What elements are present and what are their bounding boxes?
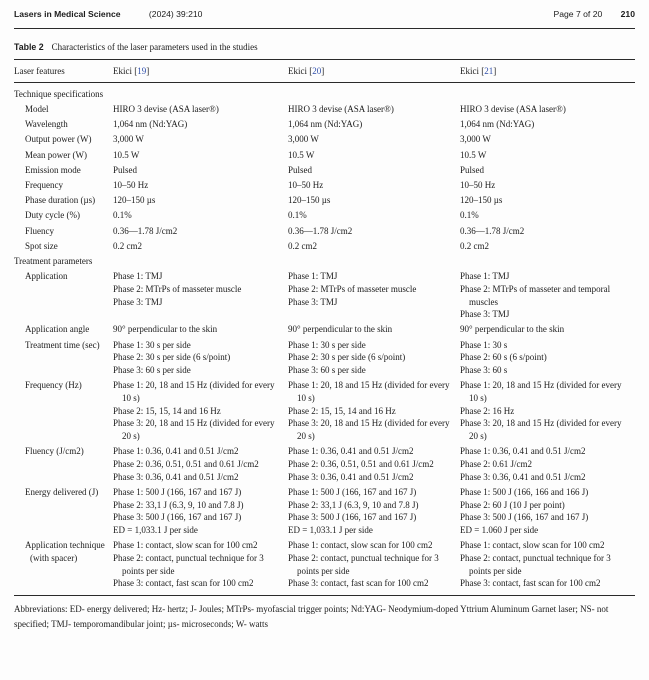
table-row xyxy=(14,209,635,222)
table-cell xyxy=(113,209,288,222)
table-cell xyxy=(460,270,635,321)
cell-line: Phase 1: 20, 18 and 15 Hz (divided for every 10 s) xyxy=(288,380,450,403)
cell-line: Phase 2: 33,1 J (6.3, 9, 10 and 7.8 J) xyxy=(288,499,419,510)
table-cell xyxy=(460,225,635,238)
cell-line: 0.2 cm2 xyxy=(288,240,317,251)
row-label: Application technique (with spacer) xyxy=(25,540,105,563)
cell-line: 90° perpendicular to the skin xyxy=(288,324,393,335)
cell-line: Phase 2: 60 s (6 s/point) xyxy=(460,352,547,363)
page-info: Page 7 of 20 xyxy=(553,9,603,19)
section-title: Technique specifications xyxy=(14,88,104,99)
table-cell xyxy=(113,486,288,537)
table-cell xyxy=(113,339,288,377)
cell-line: 1,064 nm (Nd:YAG) xyxy=(113,119,188,130)
column-header-laser-features: Laser features xyxy=(14,66,65,76)
cell-line: 10–50 Hz xyxy=(460,179,496,190)
table-cell xyxy=(113,133,288,146)
cell-line: 120–150 µs xyxy=(288,195,331,206)
cell-line: Phase 3: 20, 18 and 15 Hz (divided for every 20 s) xyxy=(460,418,622,442)
cell-line: Phase 2: MTrPs of masseter and temporal muscles xyxy=(460,283,611,307)
table-cell xyxy=(113,240,288,253)
column-header-study: Ekici [20] xyxy=(288,66,325,76)
cell-line: Phase 2: 30 s per side (6 s/point) xyxy=(288,352,406,363)
table-cell xyxy=(460,149,635,162)
cell-line: Phase 3: 60 s per side xyxy=(113,365,191,376)
cell-line: Phase 1: 0.36, 0.41 and 0.51 J/cm2 xyxy=(113,446,239,457)
column-header-study: Ekici [21] xyxy=(460,66,497,76)
table-cell xyxy=(460,240,635,253)
cell-line: Phase 2: 0.36, 0.51, 0.51 and 0.61 J/cm2 xyxy=(288,458,434,469)
table-cell xyxy=(288,225,460,238)
cell-line: Phase 1: 500 J (166, 167 and 167 J) xyxy=(113,486,242,497)
row-label: Fluency xyxy=(25,225,54,236)
page-number: 210 xyxy=(620,9,635,19)
cell-line: Phase 3: 500 J (166, 167 and 167 J) xyxy=(113,512,242,523)
table-cell xyxy=(460,133,635,146)
cell-line: ED = 1,033.1 J per side xyxy=(113,525,198,535)
cell-line: Phase 2: 60 J (10 J per point) xyxy=(460,499,565,510)
cell-line: 1,064 nm (Nd:YAG) xyxy=(460,119,535,130)
table-row xyxy=(14,103,635,116)
cell-line: Phase 1: contact, slow scan for 100 cm2 xyxy=(113,540,258,551)
cell-line: Phase 1: 20, 18 and 15 Hz (divided for every 10 s) xyxy=(113,380,275,403)
table-cell xyxy=(288,133,460,146)
table-footnote: Abbreviations: ED- energy delivered; Hz- hertz; J- Joules; MTrPs- myofascial trigger points; Nd:YAG- Neodymium-doped Yttrium Aluminum Garnet laser; NS- not specified; TMJ- temporomandibular joint; µs- microseconds; W- watts xyxy=(14,603,609,629)
table-cell xyxy=(460,179,635,192)
table-cell xyxy=(113,179,288,192)
cell-line: Phase 1: 30 s per side xyxy=(288,339,366,350)
cell-line: Phase 2: 15, 15, 14 and 16 Hz xyxy=(288,405,396,416)
row-label: Application xyxy=(25,271,68,282)
table-cell xyxy=(113,194,288,207)
cell-line: Phase 3: 500 J (166, 167 and 167 J) xyxy=(460,512,589,523)
cell-line: 10–50 Hz xyxy=(288,179,324,190)
cell-line: Phase 2: contact, punctual technique for 3 points per side xyxy=(288,552,439,576)
cell-line: Phase 1: 30 s per side xyxy=(113,339,191,350)
row-label: Phase duration (µs) xyxy=(25,195,96,206)
table-cell xyxy=(460,539,635,590)
table-header-row xyxy=(14,60,635,82)
citation-ref[interactable]: 19 xyxy=(137,66,147,76)
table-cell xyxy=(288,323,460,336)
table-cell xyxy=(460,103,635,116)
cell-line: Phase 2: contact, punctual technique for 3 points per side xyxy=(460,552,611,576)
running-head xyxy=(14,8,635,21)
table-cell xyxy=(113,225,288,238)
table-cell xyxy=(288,209,460,222)
table-cell xyxy=(288,379,460,443)
cell-line: Phase 3: TMJ xyxy=(288,296,338,307)
row-label: Energy delivered (J) xyxy=(25,486,99,497)
cell-line: Phase 2: 33,1 J (6.3, 9, 10 and 7.8 J) xyxy=(113,499,244,510)
cell-line: Phase 3: contact, fast scan for 100 cm2 xyxy=(113,578,254,589)
table-cell xyxy=(288,339,460,377)
row-label: Treatment time (sec) xyxy=(25,339,100,350)
table-cell xyxy=(288,118,460,131)
cell-line: Phase 3: 500 J (166, 167 and 167 J) xyxy=(288,512,417,523)
table-cell xyxy=(288,194,460,207)
table-row xyxy=(14,118,635,131)
table-cell xyxy=(288,486,460,537)
cell-line: Phase 1: TMJ xyxy=(288,271,338,282)
cell-line: Phase 2: 30 s per side (6 s/point) xyxy=(113,352,231,363)
cell-line: 120–150 µs xyxy=(113,195,156,206)
table-row xyxy=(14,179,635,192)
cell-line: 0.1% xyxy=(113,210,132,221)
cell-line: 90° perpendicular to the skin xyxy=(460,324,565,335)
table-row xyxy=(14,323,635,336)
journal-name: Lasers in Medical Science xyxy=(14,9,121,19)
row-label: Model xyxy=(25,103,49,114)
table-caption-label: Table 2 xyxy=(14,42,44,52)
cell-line: Phase 3: TMJ xyxy=(460,309,510,320)
cell-line: Phase 2: MTrPs of masseter muscle xyxy=(113,283,242,294)
cell-line: 0.2 cm2 xyxy=(460,240,489,251)
cell-line: ED = 1.060 J per side xyxy=(460,525,539,535)
cell-line: 0.1% xyxy=(288,210,307,221)
cell-line: Phase 3: 0.36, 0.41 and 0.51 J/cm2 xyxy=(460,471,586,482)
cell-line: Phase 3: 20, 18 and 15 Hz (divided for every 20 s) xyxy=(113,418,275,442)
cell-line: Phase 2: MTrPs of masseter muscle xyxy=(288,283,417,294)
cell-line: Phase 1: 500 J (166, 166 and 166 J) xyxy=(460,486,589,497)
row-label: Frequency (Hz) xyxy=(25,380,82,391)
cell-line: Phase 3: TMJ xyxy=(113,296,163,307)
table-cell xyxy=(288,240,460,253)
citation-ref[interactable]: 20 xyxy=(312,66,322,76)
cell-line: Phase 1: contact, slow scan for 100 cm2 xyxy=(460,540,605,551)
cell-line: 10–50 Hz xyxy=(113,179,149,190)
section-title: Treatment parameters xyxy=(14,255,93,266)
cell-line: 0.36—1.78 J/cm2 xyxy=(113,225,178,236)
issue-info: (2024) 39:210 xyxy=(148,9,203,19)
table-cell xyxy=(460,445,635,483)
row-label: Duty cycle (%) xyxy=(25,210,80,221)
table-cell xyxy=(460,194,635,207)
table-cell xyxy=(113,118,288,131)
table-cell xyxy=(288,149,460,162)
cell-line: ED = 1,033.1 J per side xyxy=(288,525,373,535)
cell-line: Phase 3: 60 s per side xyxy=(288,365,366,376)
table-row xyxy=(14,164,635,177)
table-cell xyxy=(288,445,460,483)
table-cell xyxy=(113,103,288,116)
cell-line: Phase 3: contact, fast scan for 100 cm2 xyxy=(288,578,429,589)
cell-line: 0.2 cm2 xyxy=(113,240,142,251)
cell-line: Phase 3: 0.36, 0.41 and 0.51 J/cm2 xyxy=(113,471,239,482)
cell-line: Phase 3: 0.36, 0.41 and 0.51 J/cm2 xyxy=(288,471,414,482)
table-row xyxy=(14,240,635,253)
row-label: Emission mode xyxy=(25,164,81,175)
cell-line: Phase 1: 0.36, 0.41 and 0.51 J/cm2 xyxy=(288,446,414,457)
row-label: Wavelength xyxy=(25,119,68,130)
cell-line: Phase 2: 0.61 J/cm2 xyxy=(460,458,532,469)
table-row xyxy=(14,445,635,483)
table-cell xyxy=(460,164,635,177)
cell-line: 0.36—1.78 J/cm2 xyxy=(460,225,525,236)
table-cell xyxy=(288,164,460,177)
cell-line: Phase 1: 30 s xyxy=(460,339,508,350)
table-cell xyxy=(113,379,288,443)
cell-line: 10.5 W xyxy=(288,149,315,160)
cell-line: HIRO 3 devise (ASA laser®) xyxy=(113,103,219,114)
cell-line: 3,000 W xyxy=(113,134,144,145)
cell-line: Pulsed xyxy=(113,164,138,175)
cell-line: Phase 2: 15, 15, 14 and 16 Hz xyxy=(113,405,221,416)
table-caption-text: Characteristics of the laser parameters used in the studies xyxy=(51,42,258,52)
citation-ref[interactable]: 21 xyxy=(484,66,494,76)
table-cell xyxy=(288,539,460,590)
table-cell xyxy=(113,270,288,321)
table-row xyxy=(14,149,635,162)
cell-line: 0.1% xyxy=(460,210,479,221)
table-row xyxy=(14,225,635,238)
cell-line: Phase 2: 16 Hz xyxy=(460,405,515,416)
table-cell xyxy=(113,149,288,162)
cell-line: Phase 1: TMJ xyxy=(460,271,510,282)
cell-line: Phase 1: contact, slow scan for 100 cm2 xyxy=(288,540,433,551)
table-cell xyxy=(460,323,635,336)
cell-line: 10.5 W xyxy=(113,149,140,160)
cell-line: Pulsed xyxy=(288,164,313,175)
table-row xyxy=(14,539,635,590)
cell-line: Phase 2: contact, punctual technique for 3 points per side xyxy=(113,552,264,576)
table-row xyxy=(14,133,635,146)
header-rule xyxy=(14,28,635,29)
table-cell xyxy=(113,323,288,336)
table-cell xyxy=(113,445,288,483)
column-header-study: Ekici [19] xyxy=(113,66,150,76)
row-label: Frequency xyxy=(25,179,63,190)
cell-line: 3,000 W xyxy=(460,134,491,145)
table-cell xyxy=(460,339,635,377)
cell-line: HIRO 3 devise (ASA laser®) xyxy=(460,103,566,114)
cell-line: HIRO 3 devise (ASA laser®) xyxy=(288,103,394,114)
cell-line: 120–150 µs xyxy=(460,195,503,206)
row-label: Fluency (J/cm2) xyxy=(25,446,84,457)
cell-line: 0.36—1.78 J/cm2 xyxy=(288,225,353,236)
cell-line: Phase 2: 0.36, 0.51, 0.51 and 0.61 J/cm2 xyxy=(113,458,259,469)
table-cell xyxy=(288,179,460,192)
table-row xyxy=(14,339,635,377)
running-head-right xyxy=(554,8,635,21)
cell-line: Pulsed xyxy=(460,164,485,175)
row-label: Spot size xyxy=(25,240,58,251)
table-row xyxy=(14,270,635,321)
cell-line: Phase 3: contact, fast scan for 100 cm2 xyxy=(460,578,601,589)
cell-line: Phase 1: 500 J (166, 167 and 167 J) xyxy=(288,486,417,497)
table-cell xyxy=(288,270,460,321)
table-cell xyxy=(460,118,635,131)
table-cell xyxy=(113,164,288,177)
table-cell xyxy=(460,379,635,443)
cell-line: 3,000 W xyxy=(288,134,319,145)
table-row xyxy=(14,486,635,537)
table-row xyxy=(14,194,635,207)
table-cell xyxy=(113,539,288,590)
cell-line: Phase 1: 20, 18 and 15 Hz (divided for every 10 s) xyxy=(460,380,622,403)
table-bottom-rule xyxy=(14,595,635,596)
running-head-left xyxy=(14,8,202,21)
row-label: Application angle xyxy=(25,324,90,335)
row-label: Output power (W) xyxy=(25,134,92,145)
row-label: Mean power (W) xyxy=(25,149,87,160)
cell-line: 10.5 W xyxy=(460,149,487,160)
cell-line: Phase 1: 0.36, 0.41 and 0.51 J/cm2 xyxy=(460,446,586,457)
cell-line: Phase 1: TMJ xyxy=(113,271,163,282)
cell-line: 90° perpendicular to the skin xyxy=(113,324,218,335)
cell-line: 1,064 nm (Nd:YAG) xyxy=(288,119,363,130)
table-body xyxy=(14,83,635,595)
table-cell xyxy=(288,103,460,116)
cell-line: Phase 3: 60 s xyxy=(460,365,508,376)
table-caption xyxy=(14,41,635,54)
table-cell xyxy=(460,486,635,537)
cell-line: Phase 3: 20, 18 and 15 Hz (divided for every 20 s) xyxy=(288,418,450,442)
table-cell xyxy=(460,209,635,222)
table-row xyxy=(14,379,635,443)
